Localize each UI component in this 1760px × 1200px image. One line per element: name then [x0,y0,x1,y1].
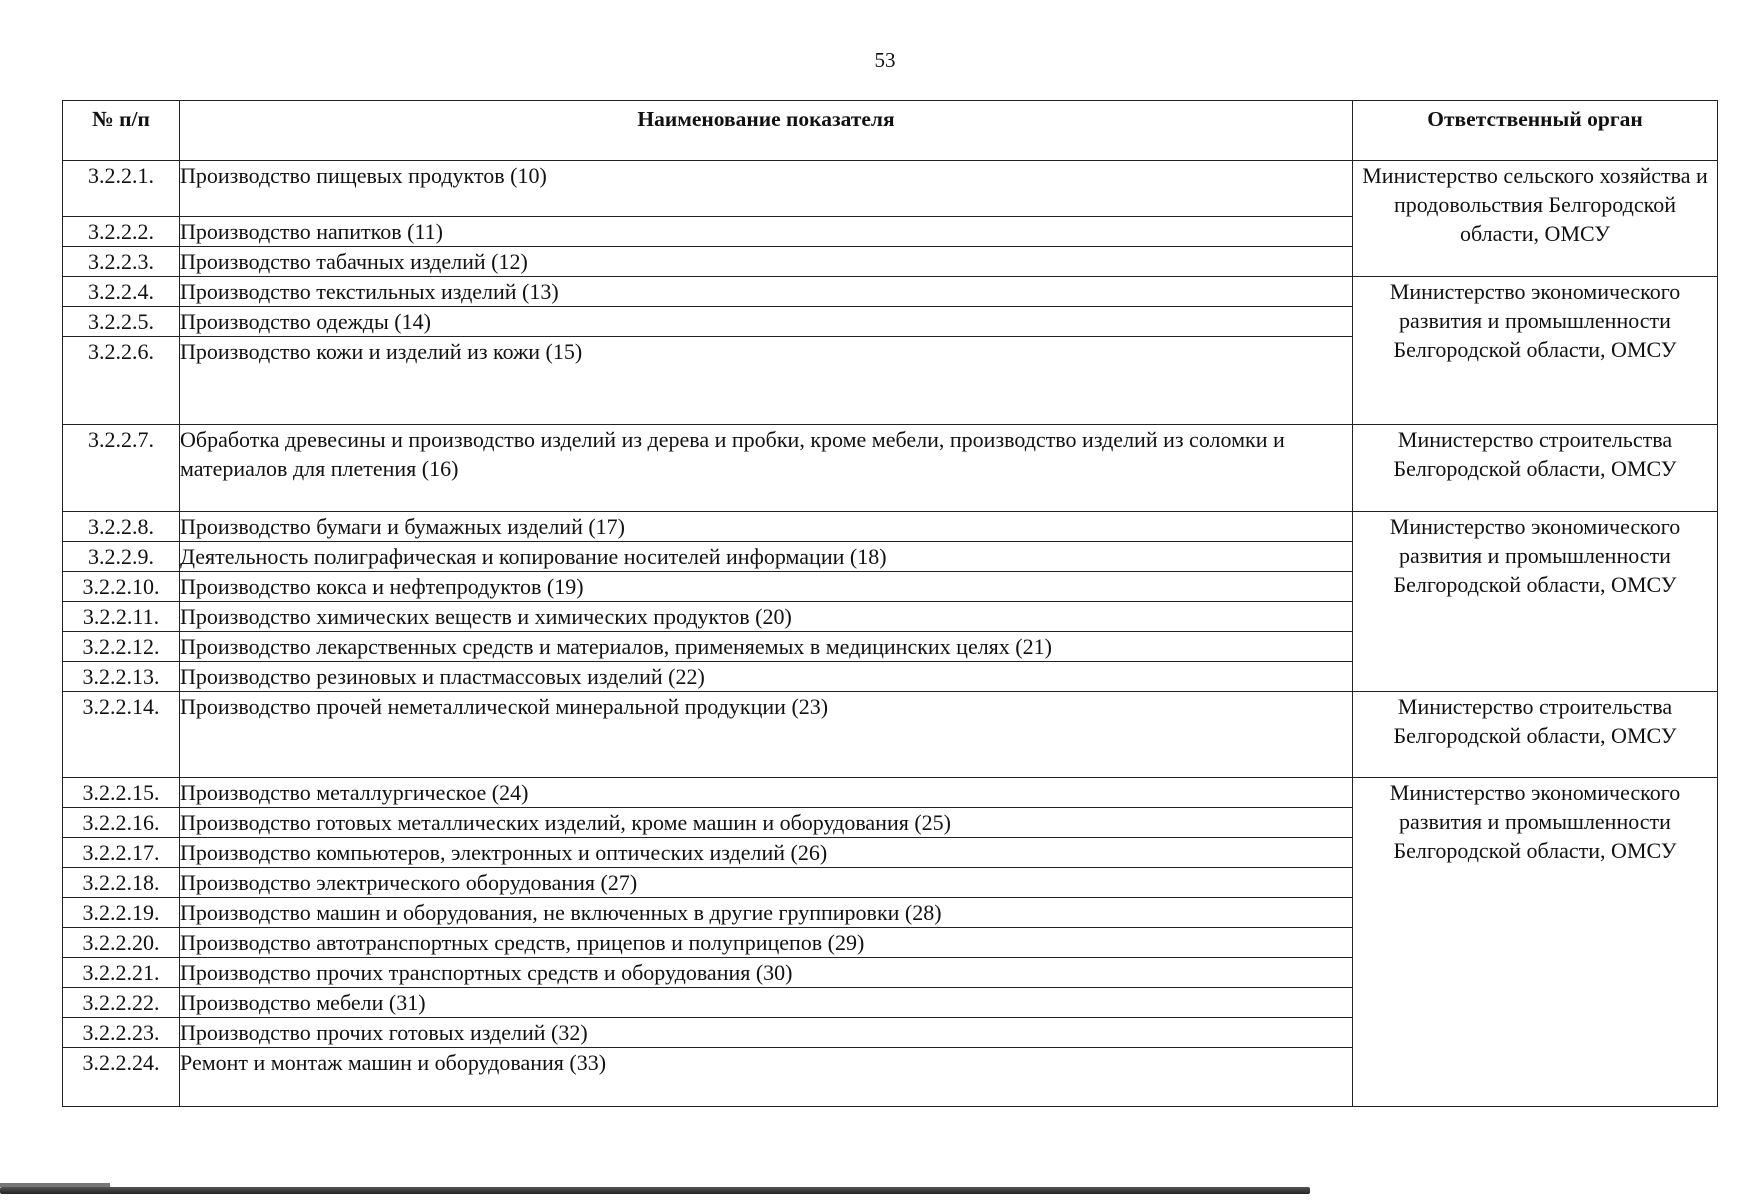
indicator-name: Производство прочих готовых изделий (32) [180,1018,1353,1048]
indicator-name: Производство бумаги и бумажных изделий (17) [180,512,1353,542]
indicator-name: Производство кожи и изделий из кожи (15) [180,337,1353,425]
row-number: 3.2.2.24. [63,1048,180,1107]
indicator-name: Производство лекарственных средств и материалов, применяемых в медицинских целях (21) [180,632,1353,662]
row-number: 3.2.2.14. [63,692,180,778]
indicator-name: Ремонт и монтаж машин и оборудования (33) [180,1048,1353,1107]
row-number: 3.2.2.16. [63,808,180,838]
table-row [63,692,1718,778]
responsible-org: Министерство экономического развития и промышленности Белгородской области, ОМСУ [1353,778,1718,1107]
row-number: 3.2.2.23. [63,1018,180,1048]
row-number: 3.2.2.18. [63,868,180,898]
row-number: 3.2.2.21. [63,958,180,988]
table-row [63,512,1718,542]
row-number: 3.2.2.1. [63,161,180,217]
indicator-name: Производство металлургическое (24) [180,778,1353,808]
row-number: 3.2.2.19. [63,898,180,928]
indicator-name: Производство табачных изделий (12) [180,247,1353,277]
indicator-name: Производство прочих транспортных средств и оборудования (30) [180,958,1353,988]
row-number: 3.2.2.5. [63,307,180,337]
row-number: 3.2.2.13. [63,662,180,692]
indicator-name: Производство одежды (14) [180,307,1353,337]
responsible-org: Министерство строительства Белгородской области, ОМСУ [1353,692,1718,778]
responsible-org: Министерство строительства Белгородской области, ОМСУ [1353,425,1718,512]
row-number: 3.2.2.9. [63,542,180,572]
row-number: 3.2.2.10. [63,572,180,602]
indicator-name: Производство прочей неметаллической минеральной продукции (23) [180,692,1353,778]
indicator-name: Производство мебели (31) [180,988,1353,1018]
indicator-name: Производство пищевых продуктов (10) [180,161,1353,217]
row-number: 3.2.2.22. [63,988,180,1018]
responsible-org: Министерство экономического развития и промышленности Белгородской области, ОМСУ [1353,512,1718,692]
scan-edge-line [0,1187,1310,1194]
indicator-name: Производство химических веществ и химических продуктов (20) [180,602,1353,632]
indicator-name: Производство кокса и нефтепродуктов (19) [180,572,1353,602]
row-number: 3.2.2.2. [63,217,180,247]
indicator-name: Деятельность полиграфическая и копирование носителей информации (18) [180,542,1353,572]
row-number: 3.2.2.4. [63,277,180,307]
row-number: 3.2.2.11. [63,602,180,632]
responsible-org: Министерство экономического развития и промышленности Белгородской области, ОМСУ [1353,277,1718,425]
indicator-name: Производство резиновых и пластмассовых изделий (22) [180,662,1353,692]
indicator-name: Производство компьютеров, электронных и оптических изделий (26) [180,838,1353,868]
indicator-name: Производство автотранспортных средств, прицепов и полуприцепов (29) [180,928,1353,958]
row-number: 3.2.2.20. [63,928,180,958]
indicator-name: Производство готовых металлических изделий, кроме машин и оборудования (25) [180,808,1353,838]
table-header-row [63,101,1718,161]
row-number: 3.2.2.15. [63,778,180,808]
page-number: 53 [874,48,896,72]
header-num: № п/п [63,101,180,161]
indicator-name: Обработка древесины и производство изделий из дерева и пробки, кроме мебели, производство изделий из соломки и материалов для плетения (16) [180,425,1353,512]
row-number: 3.2.2.8. [63,512,180,542]
indicators-table [62,100,1718,1107]
header-org: Ответственный орган [1353,101,1718,161]
table-row [63,425,1718,512]
responsible-org: Министерство сельского хозяйства и продовольствия Белгородской области, ОМСУ [1353,161,1718,277]
indicator-name: Производство электрического оборудования (27) [180,868,1353,898]
table-row [63,277,1718,307]
indicator-name: Производство напитков (11) [180,217,1353,247]
row-number: 3.2.2.12. [63,632,180,662]
row-number: 3.2.2.3. [63,247,180,277]
indicator-name: Производство текстильных изделий (13) [180,277,1353,307]
row-number: 3.2.2.6. [63,337,180,425]
row-number: 3.2.2.7. [63,425,180,512]
table-row [63,161,1718,217]
table-row [63,778,1718,808]
indicator-name: Производство машин и оборудования, не включенных в другие группировки (28) [180,898,1353,928]
header-name: Наименование показателя [180,101,1353,161]
row-number: 3.2.2.17. [63,838,180,868]
